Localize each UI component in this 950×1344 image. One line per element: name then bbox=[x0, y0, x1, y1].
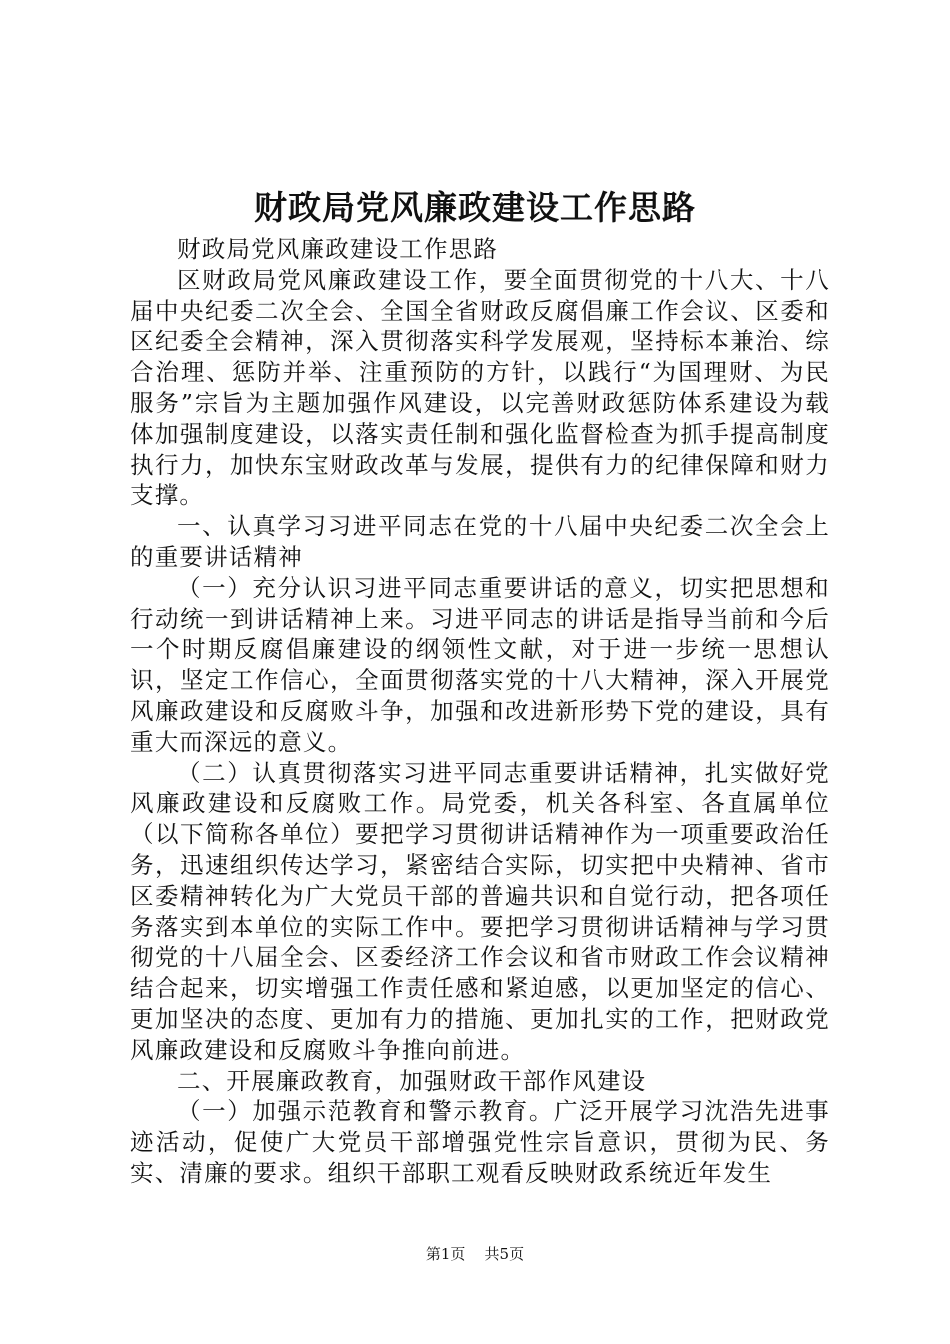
document-body bbox=[130, 234, 830, 1189]
section-heading-2: 二、开展廉政教育，加强财政干部作风建设 bbox=[177, 1066, 647, 1095]
page-total: 共5页 bbox=[484, 1245, 525, 1263]
paragraph-2-1: （一）加强示范教育和警示教育。广泛开展学习沈浩先进事迹活动，促使广大党员干部增强党性宗旨意识，贯彻为民、务实、清廉的要求。组织干部职工观看反映财政系统近年发生 bbox=[130, 1097, 830, 1187]
footer-gap bbox=[470, 1245, 480, 1263]
page-number: 第1页 bbox=[425, 1245, 466, 1263]
paragraph-subtitle: 财政局党风廉政建设工作思路 bbox=[177, 235, 499, 263]
document-title: 财政局党风廉政建设工作思路 bbox=[254, 188, 696, 227]
paragraph-intro: 区财政局党风廉政建设工作，要全面贯彻党的十八大、十八届中央纪委二次全会、全国全省财政反腐倡廉工作会议、区委和区纪委全会精神，深入贯彻落实科学发展观，坚持标本兼治、综合治理、惩防并举、注重预防的方针，以践行“为国理财、为民服务”宗旨为主题加强作风建设，以完善财政惩防体系建设为载体加强制度建设，以落实责任制和强化监督检查为抓手提高制度执行力，加快东宝财政改革与发展，提供有力的纪律保障和财力支撑。 bbox=[130, 265, 830, 510]
paragraph-1-1: （一）充分认识习进平同志重要讲话的意义，切实把思想和行动统一到讲话精神上来。习进平同志的讲话是指导当前和今后一个时期反腐倡廉建设的纲领性文献，对于进一步统一思想认识，坚定工作信心，全面贯彻落实党的十八大精神，深入开展党风廉政建设和反腐败斗争，加强和改进新形势下党的建设，具有重大而深远的意义。 bbox=[130, 573, 830, 756]
paragraph-1-2: （二）认真贯彻落实习进平同志重要讲话精神，扎实做好党风廉政建设和反腐败工作。局党委，机关各科室、各直属单位（以下简称各单位）要把学习贯彻讲话精神作为一项重要政治任务，迅速组织传达学习，紧密结合实际，切实把中央精神、省市区委精神转化为广大党员干部的普遍共识和自觉行动，把各项任务落实到本单位的实际工作中。要把学习贯彻讲话精神与学习贯彻党的十八届全会、区委经济工作会议和省市财政工作会议精神结合起来，切实增强工作责任感和紧迫感，以更加坚定的信心、更加坚决的态度、更加有力的措施、更加扎实的工作，把财政党风廉政建设和反腐败斗争推向前进。 bbox=[130, 758, 830, 1064]
page-footer bbox=[0, 1244, 950, 1264]
section-heading-1: 一、认真学习习进平同志在党的十八届中央纪委二次全会上的重要讲话精神 bbox=[130, 512, 830, 571]
